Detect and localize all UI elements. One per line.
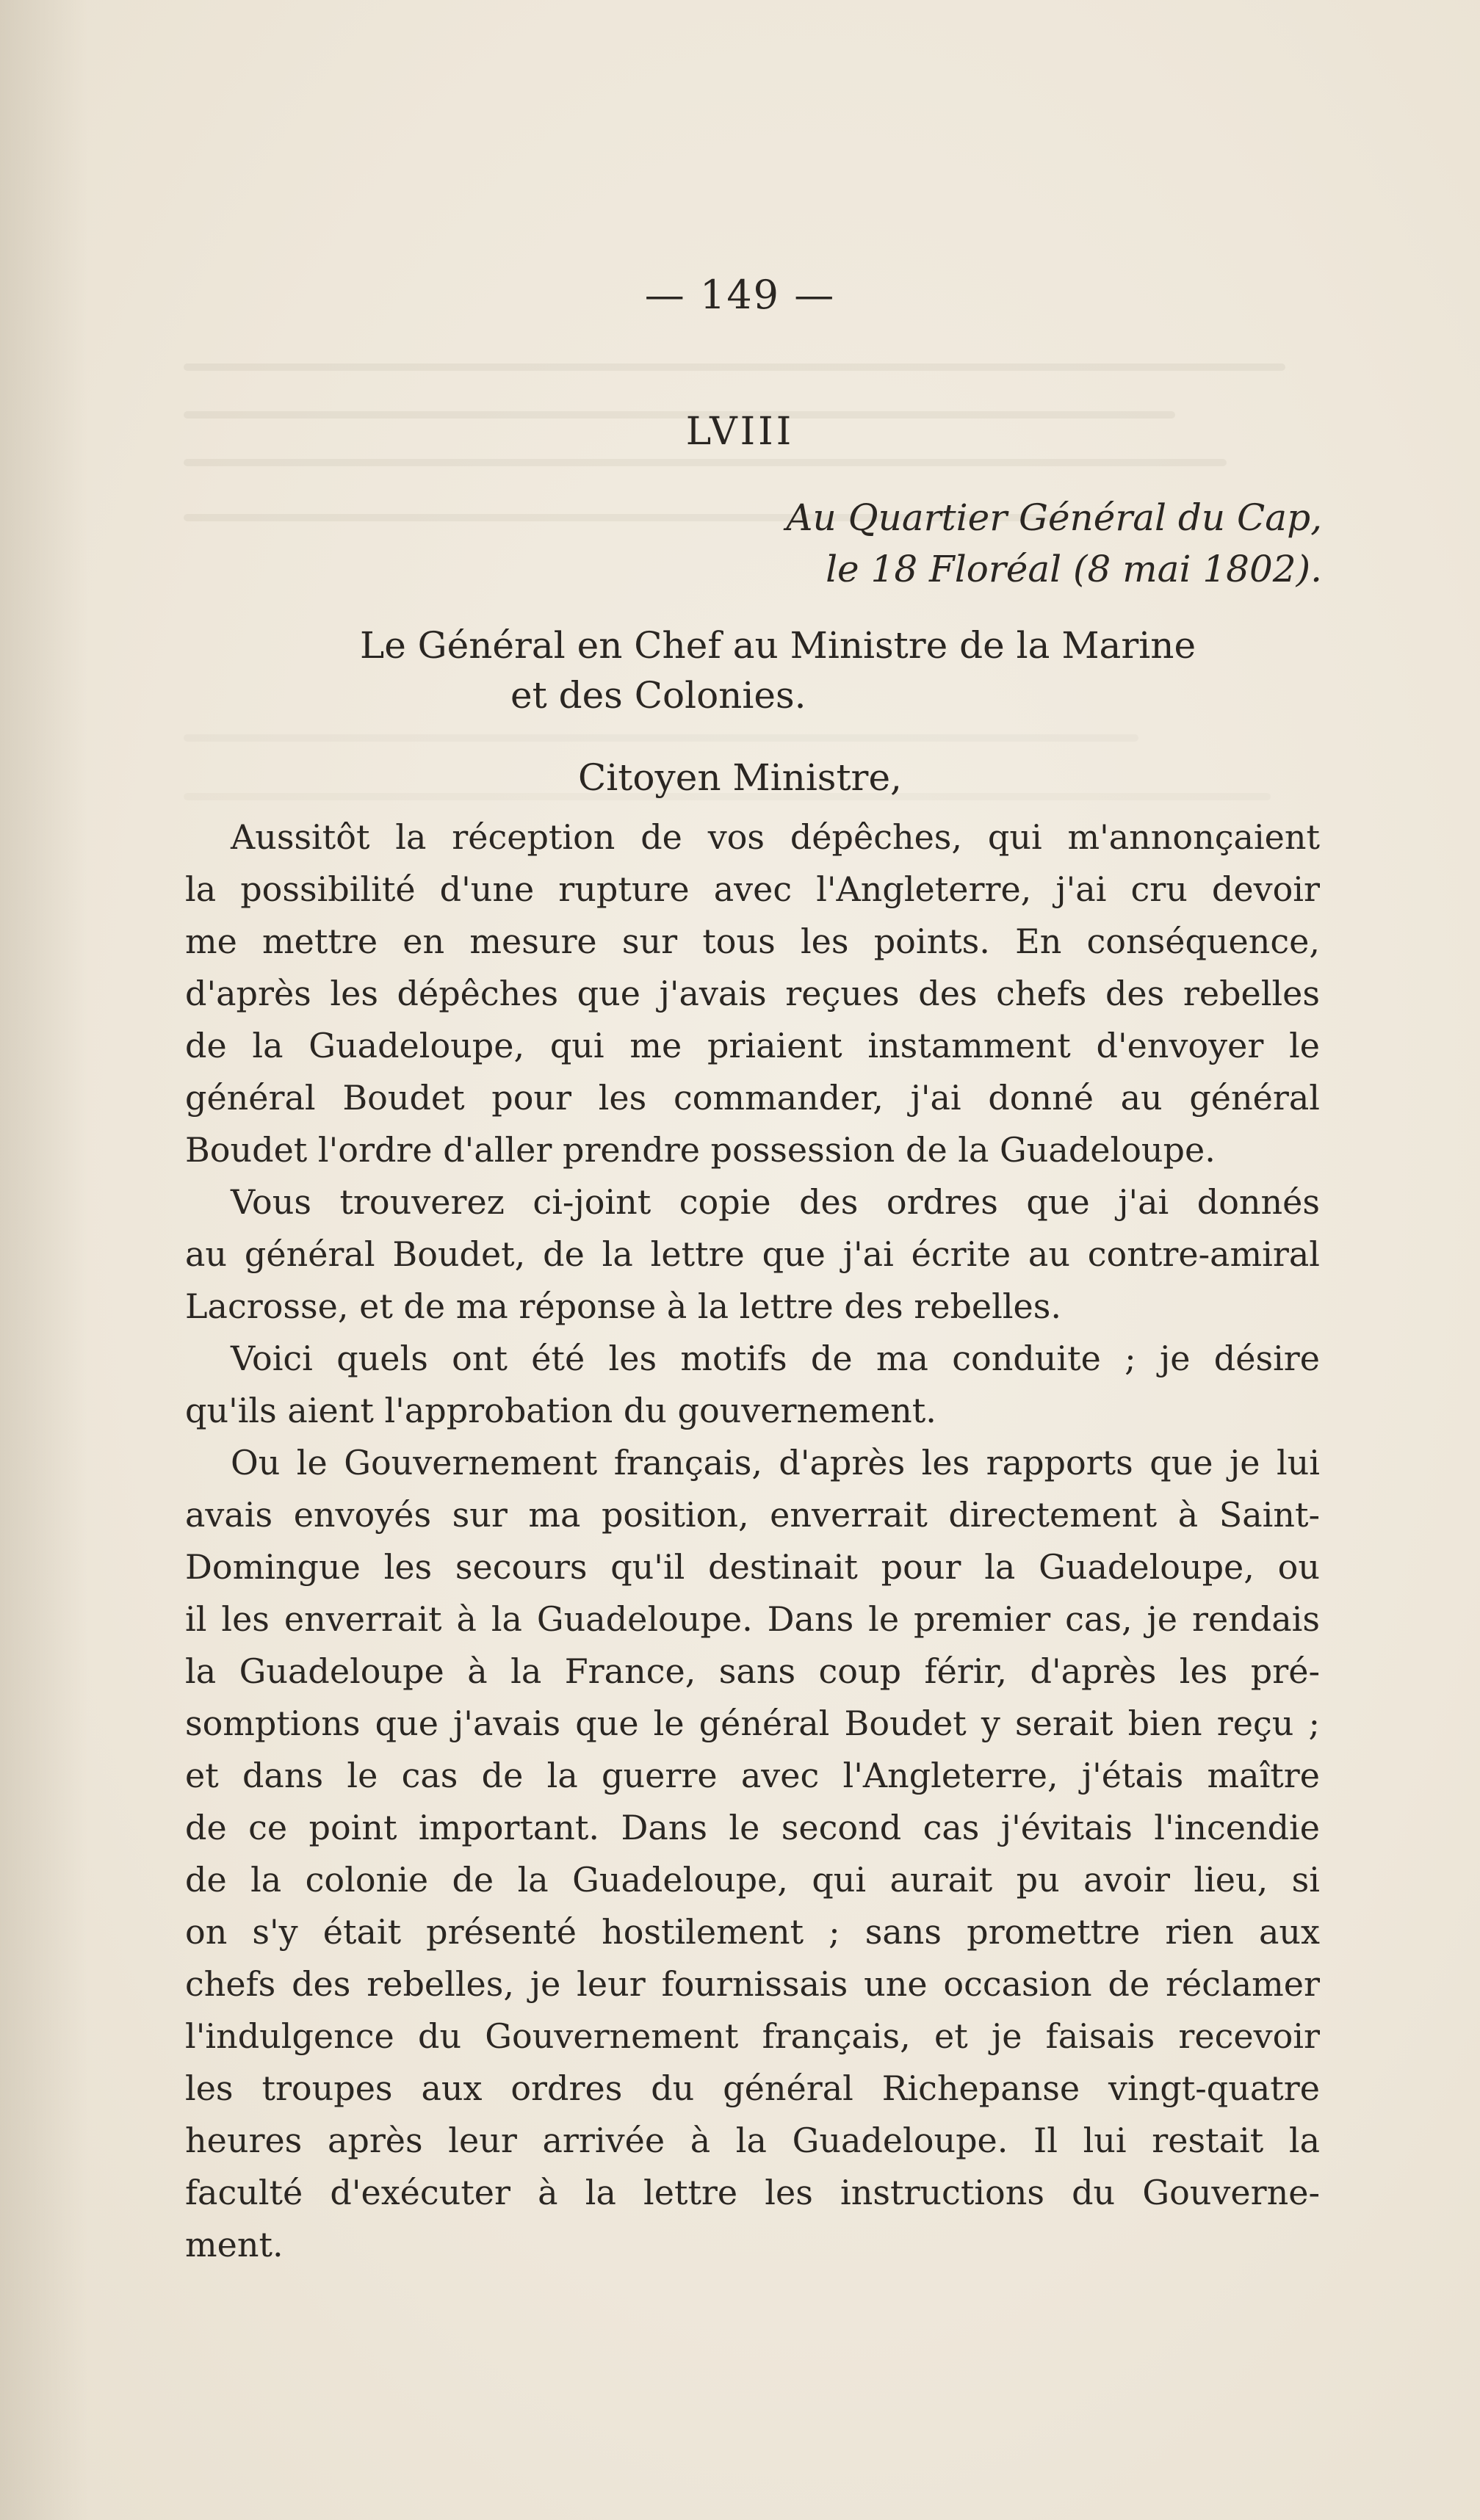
- bleed-through-line: [184, 363, 1285, 371]
- text-line: il les enverrait à la Guadeloupe. Dans le premier cas, je rendais: [185, 1599, 1320, 1639]
- text-line: Lacrosse, et de ma réponse à la lettre des rebelles.: [185, 1286, 1062, 1326]
- text-line: l'indulgence du Gouvernement français, et je faisais recevoir: [185, 2016, 1320, 2056]
- text-line: Voici quels ont été les motifs de ma conduite ; je désire: [231, 1339, 1320, 1378]
- text-line: au général Boudet, de la lettre que j'ai écrite au contre-amiral: [185, 1234, 1320, 1274]
- page-number: — 149 —: [644, 272, 836, 318]
- bleed-through-line: [184, 734, 1138, 742]
- text-line: ment.: [185, 2225, 284, 2264]
- text-line: Ou le Gouvernement français, d'après les rapports que je lui: [231, 1443, 1320, 1482]
- text-line: avais envoyés sur ma position, enverrait directement à Saint-: [185, 1495, 1320, 1535]
- salutation: Citoyen Ministre,: [578, 756, 902, 799]
- place-line: Au Quartier Général du Cap,: [786, 496, 1322, 539]
- text-line: faculté d'exécuter à la lettre les instructions du Gouverne-: [185, 2173, 1320, 2212]
- gutter-shadow: [0, 0, 88, 2520]
- text-line: Boudet l'ordre d'aller prendre possession de la Guadeloupe.: [185, 1130, 1216, 1170]
- date-line: le 18 Floréal (8 mai 1802).: [826, 548, 1322, 590]
- text-line: et dans le cas de la guerre avec l'Angleterre, j'étais maître: [185, 1756, 1320, 1795]
- place-date: [734, 492, 1322, 595]
- letter-body: [185, 811, 1320, 2271]
- text-line: les troupes aux ordres du général Richepanse vingt-quatre: [185, 2068, 1320, 2108]
- text-line: de ce point important. Dans le second cas j'évitais l'incendie: [185, 1808, 1320, 1847]
- text-line: Domingue les secours qu'il destinait pour la Guadeloupe, ou: [185, 1547, 1320, 1587]
- text-line: la Guadeloupe à la France, sans coup férir, d'après les pré-: [185, 1651, 1320, 1691]
- text-line: heures après leur arrivée à la Guadeloupe. Il lui restait la: [185, 2121, 1320, 2160]
- address-line-1: Le Général en Chef au Ministre de la Marine: [360, 624, 1196, 667]
- text-line: somptions que j'avais que le général Boudet y serait bien reçu ;: [185, 1703, 1320, 1743]
- text-line: la possibilité d'une rupture avec l'Angleterre, j'ai cru devoir: [185, 869, 1320, 909]
- address-line-2: et des Colonies.: [510, 674, 806, 717]
- text-line: de la Guadeloupe, qui me priaient instamment d'envoyer le: [185, 1026, 1320, 1065]
- text-line: Aussitôt la réception de vos dépêches, qui m'annonçaient: [231, 817, 1320, 857]
- text-line: chefs des rebelles, je leur fournissais une occasion de réclamer: [185, 1964, 1320, 2004]
- text-line: on s'y était présenté hostilement ; sans promettre rien aux: [185, 1912, 1320, 1952]
- text-line: de la colonie de la Guadeloupe, qui aurait pu avoir lieu, si: [185, 1860, 1320, 1900]
- text-line: qu'ils aient l'approbation du gouvernement.: [185, 1391, 936, 1430]
- bleed-through-line: [184, 459, 1227, 466]
- address-block: [360, 620, 1315, 720]
- letter-number: LVIII: [685, 410, 795, 454]
- text-line: me mettre en mesure sur tous les points. En conséquence,: [185, 922, 1320, 961]
- text-line: d'après les dépêches que j'avais reçues des chefs des rebelles: [185, 974, 1320, 1013]
- text-line: général Boudet pour les commander, j'ai donné au général: [185, 1078, 1320, 1118]
- text-line: Vous trouverez ci-joint copie des ordres que j'ai donnés: [231, 1182, 1320, 1222]
